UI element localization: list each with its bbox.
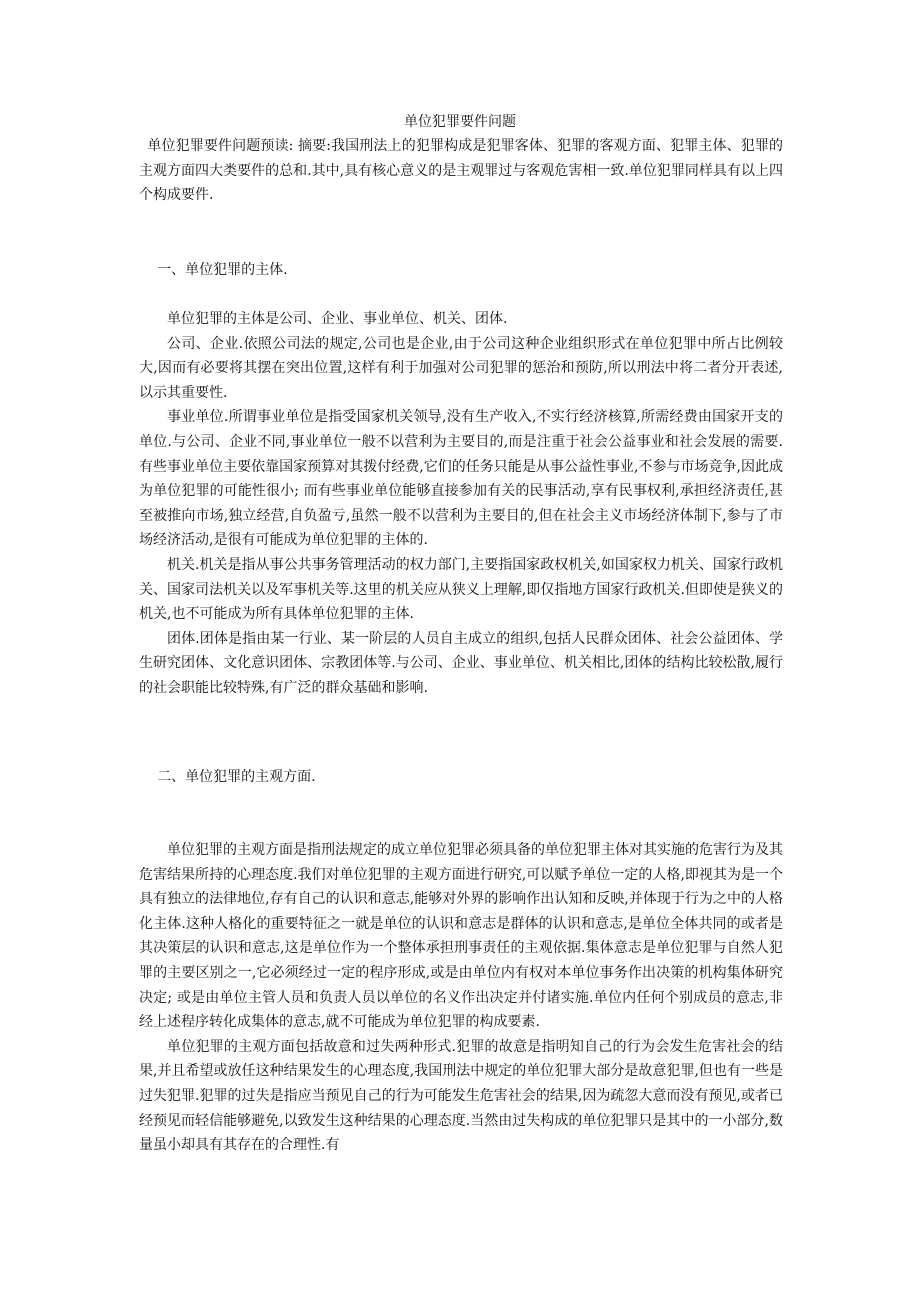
- section-1-paragraph: 机关.机关是指从事公共事务管理活动的权力部门,主要指国家政权机关,如国家权力机关、国家行政机关、国家司法机关以及军事机关等.这里的机关应从狭义上理解,即仅指地方国家行政机关.但即使是狭义的机关,也不可能成为所有具体单位犯罪的主体.: [139, 556, 783, 623]
- section-2-body: [139, 838, 783, 1158]
- section-1-paragraph: 单位犯罪的主体是公司、企业、事业单位、机关、团体.: [167, 311, 508, 327]
- intro-paragraph: 单位犯罪要件问题预读: 摘要:我国刑法上的犯罪构成是犯罪客体、犯罪的客观方面、犯罪主体、犯罪的主观方面四大类要件的总和.其中,具有核心意义的是主观罪过与客观危害相一致.单位犯罪同样具有以上四个构成要件.: [139, 138, 783, 204]
- section-2-heading: 二、单位犯罪的主观方面.: [157, 769, 316, 785]
- section-2-paragraph: 单位犯罪的主观方面是指刑法规定的成立单位犯罪必须具备的单位犯罪主体对其实施的危害行为及其危害结果所持的心理态度.我们对单位犯罪的主观方面进行研究,可以赋予单位一定的人格,即视其为是一个具有独立的法律地位,存有自己的认识和意志,能够对外界的影响作出认知和反映,并体现于行为之中的人格化主体.这种人格化的重要特征之一就是单位的认识和意志是群体的认识和意志,是单位全体共同的或者是其决策层的认识和意志,这是单位作为一个整体承担刑事责任的主观依据.集体意志是单位犯罪与自然人犯罪的主要区别之一,它必须经过一定的程序形成,或是由单位内有权对本单位事务作出决策的机构集体研究决定; 或是由单位主管人员和负责人员以单位的名义作出决定并付诸实施.单位内任何个别成员的意志,非经上述程序转化成集体的意志,就不可能成为单位犯罪的构成要素.: [139, 842, 783, 1031]
- document-title: 单位犯罪要件问题: [404, 114, 516, 130]
- section-1-paragraph: 团体.团体是指由某一行业、某一阶层的人员自主成立的组织,包括人民群众团体、社会公益团体、学生研究团体、文化意识团体、宗教团体等.与公司、企业、事业单位、机关相比,团体的结构比较松散,履行的社会职能比较特殊,有广泛的群众基础和影响.: [139, 630, 783, 696]
- section-1-paragraph: 公司、企业.依照公司法的规定,公司也是企业,由于公司这种企业组织形式在单位犯罪中所占比例较大,因而有必要将其摆在突出位置,这样有利于加强对公司犯罪的惩治和预防,所以刑法中将二者分开表述,以示其重要性.: [139, 335, 783, 401]
- section-1-heading: 一、单位犯罪的主体.: [157, 262, 288, 278]
- section-1-body: [139, 307, 783, 701]
- intro-block: [139, 134, 783, 208]
- section-2-paragraph: 单位犯罪的主观方面包括故意和过失两种形式.犯罪的故意是指明知自己的行为会发生危害社会的结果,并且希望或放任这种结果发生的心理态度,我国刑法中规定的单位犯罪大部分是故意犯罪,但也有一些是过失犯罪.犯罪的过失是指应当预见自己的行为可能发生危害社会的结果,因为疏忽大意而没有预见,或者已经预见而轻信能够避免,以致发生这种结果的心理态度.当然由过失构成的单位犯罪只是其中的一小部分,数量虽小却具有其存在的合理性.有: [139, 1038, 783, 1154]
- section-1-paragraph: 事业单位.所谓事业单位是指受国家机关领导,没有生产收入,不实行经济核算,所需经费由国家开支的单位.与公司、企业不同,事业单位一般不以营利为主要目的,而是注重于社会公益事业和社会发展的需要.有些事业单位主要依靠国家预算对其拨付经费,它们的任务只能是从事公益性事业,不参与市场竞争,因此成为单位犯罪的可能性很小; 而有些事业单位能够直接参加有关的民事活动,享有民事权利,承担经济责任,甚至被推向市场,独立经营,自负盈亏,虽然一般不以营利为主要目的,但在社会主义市场经济体制下,参与了市场经济活动,是很有可能成为单位犯罪的主体的.: [139, 409, 783, 549]
